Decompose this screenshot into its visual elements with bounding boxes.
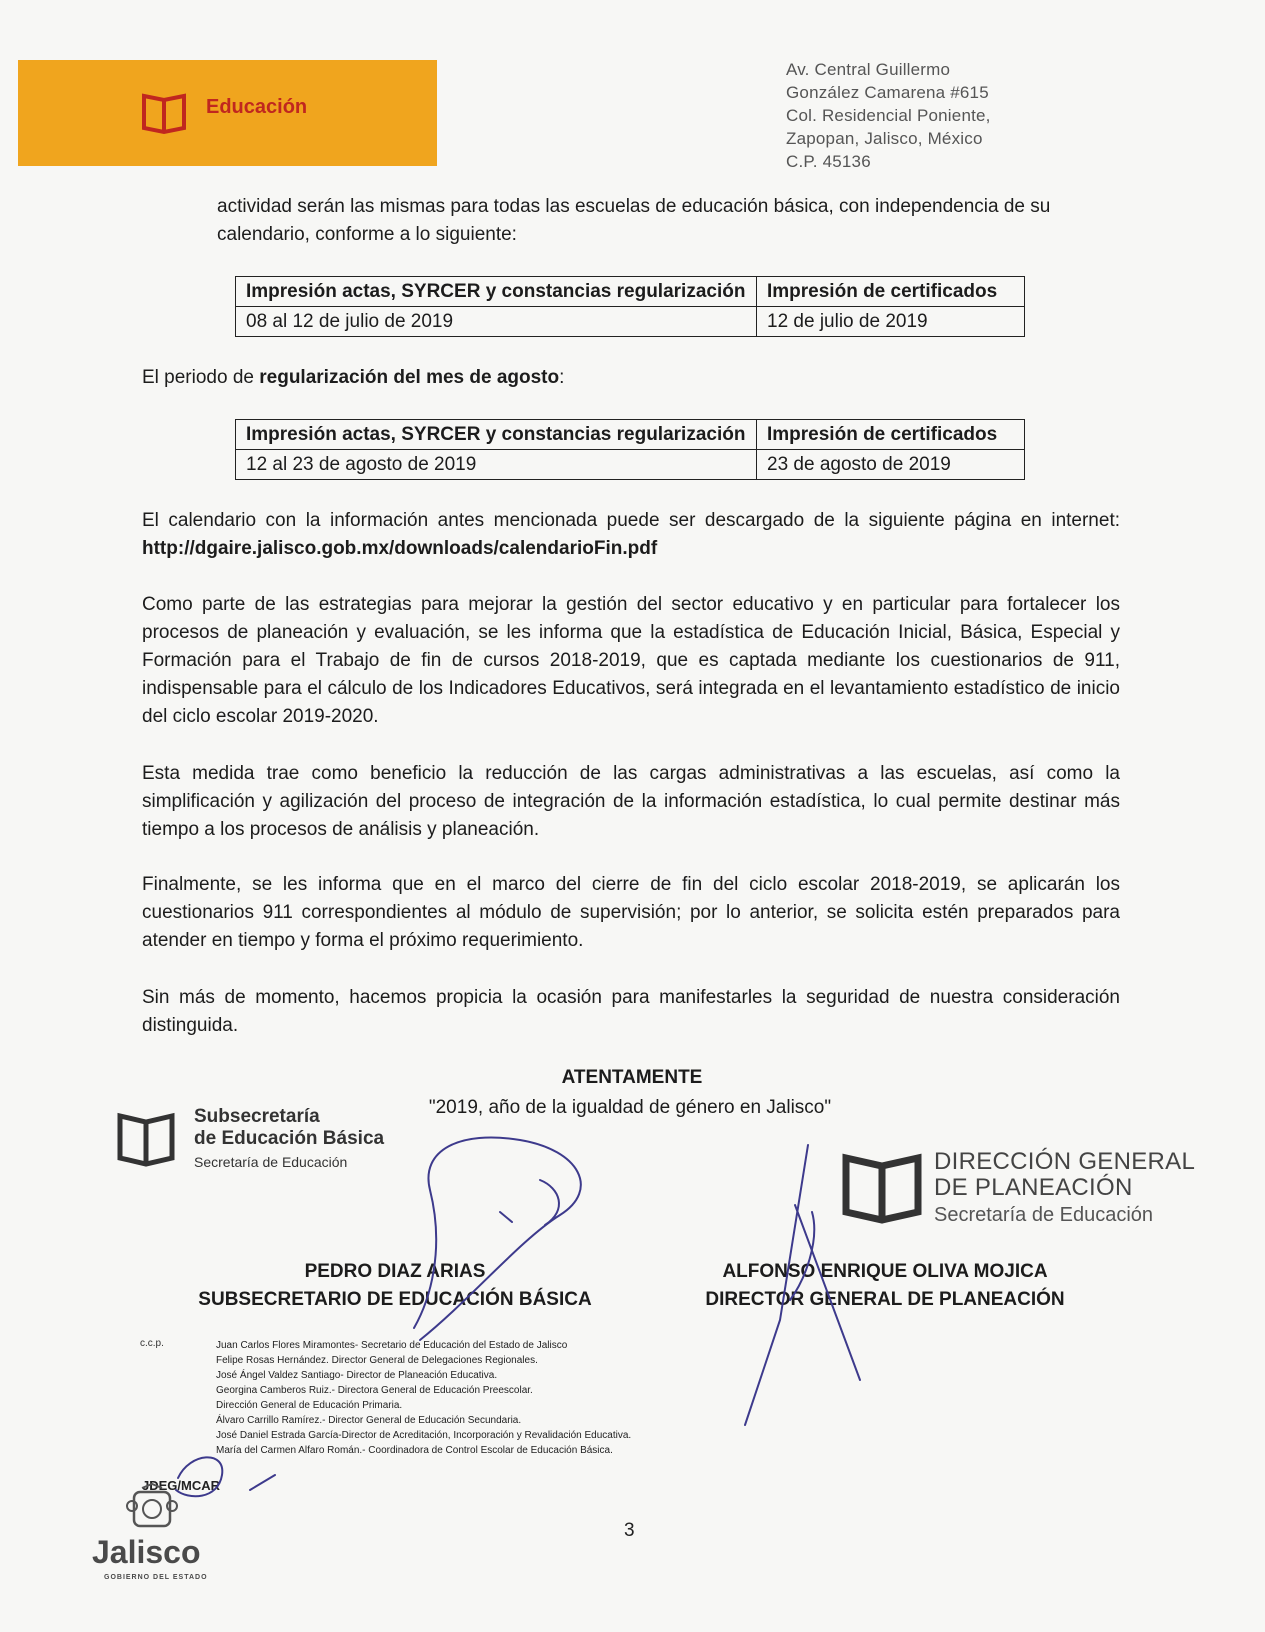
logo-text: Subsecretaría bbox=[194, 1106, 320, 1127]
jalisco-logo bbox=[88, 1482, 228, 1582]
intro-line: calendario, conforme a lo siguiente: bbox=[217, 224, 517, 245]
address-line: C.P. 45136 bbox=[786, 152, 871, 171]
logo-text: de Educación Básica bbox=[194, 1128, 385, 1149]
paragraph-strategy: Como parte de las estrategias para mejorar la gestión del sector educativo y en particular para fortalecer los procesos de planeación y evaluación, se les informa que la estadística de Educación Inicial, Básica, Especial y Formación para el Trabajo de fin de cursos 2018-2019, que es captada mediante los cuestionarios de 911, indispensable para el cálculo de los Indicadores Educativos, será integrada en el levantamiento estadístico de inicio del ciclo escolar 2019-2020. bbox=[142, 594, 1120, 727]
subsecretaria-logo bbox=[116, 1104, 436, 1174]
table-cell: 23 de agosto de 2019 bbox=[757, 450, 1025, 480]
planeacion-logo bbox=[842, 1148, 1202, 1228]
table-header: Impresión de certificados bbox=[757, 277, 1025, 307]
atentamente: ATENTAMENTE bbox=[561, 1067, 703, 1088]
book-icon bbox=[116, 1108, 176, 1168]
address-line: Col. Residencial Poniente, bbox=[786, 106, 991, 125]
ccp-item: José Daniel Estrada García-Director de Acreditación, Incorporación y Revalidación Educativa. bbox=[216, 1430, 632, 1441]
book-icon bbox=[842, 1148, 922, 1224]
ccp-item: Dirección General de Educación Primaria. bbox=[216, 1400, 403, 1411]
address-block bbox=[786, 58, 1086, 173]
page-number: 3 bbox=[624, 1520, 635, 1541]
table-cell: 12 de julio de 2019 bbox=[757, 307, 1025, 337]
ccp-label: c.c.p. bbox=[140, 1338, 164, 1349]
header-band bbox=[18, 60, 437, 166]
ccp-item: María del Carmen Alfaro Román.- Coordinadora de Control Escolar de Educación Básica. bbox=[216, 1445, 613, 1456]
logo-text: DIRECCIÓN GENERAL bbox=[934, 1148, 1196, 1175]
logo-subtext: Secretaría de Educación bbox=[934, 1204, 1154, 1226]
address-line: González Camarena #615 bbox=[786, 83, 989, 102]
paragraph-final: Finalmente, se les informa que en el marco del cierre de fin del ciclo escolar 2018-2019, se aplicarán los cuestionarios 911 correspondientes al módulo de supervisión; por lo anterior, se solicita estén preparados para atender en tiempo y forma el próximo requerimiento. bbox=[142, 874, 1120, 951]
paragraph-closing: Sin más de momento, hacemos propicia la ocasión para manifestarles la seguridad de nuestra consideración distinguida. bbox=[142, 987, 1120, 1036]
intro-paragraph bbox=[217, 193, 1121, 249]
state-name: Jalisco bbox=[92, 1534, 201, 1570]
signatory-right bbox=[660, 1258, 1110, 1314]
table-cell: 08 al 12 de julio de 2019 bbox=[236, 307, 757, 337]
table-header: Impresión de certificados bbox=[757, 420, 1025, 450]
logo-text: DE PLANEACIÓN bbox=[934, 1174, 1133, 1201]
ccp-item: Georgina Camberos Ruiz.- Directora General de Educación Preescolar. bbox=[216, 1385, 533, 1396]
ccp-item: José Ángel Valdez Santiago- Director de Planeación Educativa. bbox=[216, 1370, 498, 1381]
signatory-name: PEDRO DIAZ ARIAS bbox=[304, 1261, 486, 1282]
calendar-link[interactable]: http://dgaire.jalisco.gob.mx/downloads/calendarioFin.pdf bbox=[142, 538, 658, 559]
august-prefix: El periodo de bbox=[142, 367, 260, 388]
table-header: Impresión actas, SYRCER y constancias regularización bbox=[236, 277, 757, 307]
brand-name: Educación bbox=[206, 96, 308, 118]
address-line: Zapopan, Jalisco, México bbox=[786, 129, 983, 148]
ccp-list bbox=[216, 1338, 631, 1458]
calendar-text: El calendario con la información antes mencionada puede ser descargado de la siguiente página en internet: bbox=[142, 510, 1120, 531]
state-subtitle: GOBIERNO DEL ESTADO bbox=[104, 1574, 208, 1581]
signatory-title: DIRECTOR GENERAL DE PLANEACIÓN bbox=[705, 1289, 1065, 1310]
paragraph-benefit: Esta medida trae como beneficio la reducción de las cargas administrativas a las escuelas, así como la simplificación y agilización del proceso de integración de la información estadística, lo cual permite destinar más tiempo a los procesos de análisis y planeación. bbox=[142, 763, 1120, 840]
intro-line: actividad serán las mismas para todas las escuelas de educación básica, con independencia de su bbox=[217, 196, 1051, 217]
initials: JDEG/MCAR bbox=[142, 1478, 221, 1493]
state-seal-icon bbox=[124, 1482, 180, 1534]
period-table-august bbox=[235, 419, 1025, 480]
table-cell: 12 al 23 de agosto de 2019 bbox=[236, 450, 757, 480]
logo-subtext: Secretaría de Educación bbox=[194, 1154, 348, 1170]
ccp-item: Juan Carlos Flores Miramontes- Secretario de Educación del Estado de Jalisco bbox=[216, 1340, 568, 1351]
motto: "2019, año de la igualdad de género en Jalisco" bbox=[428, 1097, 832, 1118]
address-line: Av. Central Guillermo bbox=[786, 60, 951, 79]
ccp-item: Felipe Rosas Hernández. Director General de Delegaciones Regionales. bbox=[216, 1355, 538, 1366]
signatory-title: SUBSECRETARIO DE EDUCACIÓN BÁSICA bbox=[198, 1289, 592, 1310]
signatory-left bbox=[170, 1258, 620, 1314]
august-suffix: : bbox=[559, 367, 565, 388]
calendar-paragraph bbox=[142, 507, 1120, 563]
ccp-item: Álvaro Carrillo Ramírez.- Director General de Educación Secundaria. bbox=[216, 1415, 522, 1426]
august-line bbox=[142, 364, 564, 392]
august-bold: regularización del mes de agosto bbox=[259, 367, 560, 388]
period-table-july bbox=[235, 276, 1025, 337]
signatory-name: ALFONSO ENRIQUE OLIVA MOJICA bbox=[722, 1261, 1048, 1282]
table-header: Impresión actas, SYRCER y constancias regularización bbox=[236, 420, 757, 450]
book-icon bbox=[140, 90, 188, 136]
